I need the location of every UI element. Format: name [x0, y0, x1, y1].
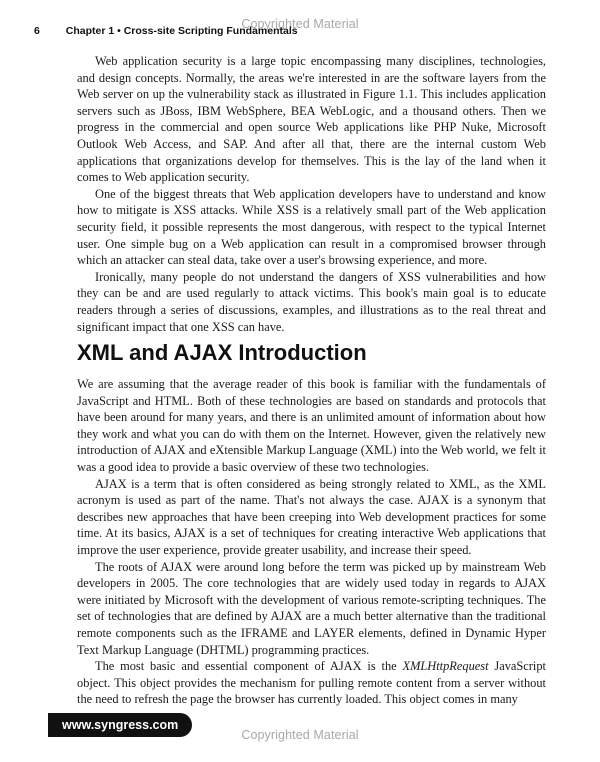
paragraph-text-end: JavaScript object. This object provides the mechanism for pulling remote content from a server without the need to refresh the page the browser has currently loaded. This object comes in many [77, 659, 546, 707]
paragraph-text-start: The most basic and essential component of AJAX is the [95, 659, 403, 674]
chapter-title: Chapter 1 • Cross-site Scripting Fundamentals [65, 25, 298, 37]
page-number: 6 [34, 25, 40, 37]
italic-term: XMLHttpRequest [402, 659, 489, 674]
watermark-top: Copyrighted Material [241, 17, 359, 31]
paragraph: The roots of AJAX were around long before the term was picked up by mainstream Web developers in 2005. The core technologies that are widely used today in regards to AJAX were initiated by Microsoft with the development of various remote-scripting techniques. The set of technologies that are defined by AJAX are a much better alternative than the traditional remote components such as the IFRAME and LAYER elements, defined in Dynamic Hyper Text Markup Language (DHTML) programming practices. [77, 559, 546, 657]
paragraph: One of the biggest threats that Web application developers have to understand and know how to mitigate is XSS attacks. While XSS is a relatively small part of the Web application security field, it possible represents the most dangerous, with respect to the typical Internet user. One simple bug on a Web application can result in a compromised browser through which an attacker can steal data, take over a user's browsing experience, and more. [77, 186, 546, 268]
website-badge: www.syngress.com [48, 713, 192, 737]
paragraph: Web application security is a large topic encompassing many disciplines, technologies, and design concepts. Normally, the areas we're interested in are the software layers from the Web server on up the vulnerability stack as illustrated in Figure 1.1. This includes application servers such as JBoss, IBM WebSphere, BEA WebLogic, and a thousand others. Then we progress in the commercial and open source Web applications like PHP Nuke, Microsoft Outlook Web Access, and SAP. And after all that, there are the internal custom Web applications that organizations develop for themselves. This is the lay of the land when it comes to Web application security. [77, 54, 546, 185]
section-heading: XML and AJAX Introduction [77, 340, 367, 365]
paragraph: AJAX is a term that is often considered as being strongly related to XML, as the XML acronym is used as part of the name. That's not always the case. AJAX is a synonym that describes new approaches that have been creeping into Web development practices for some time. At its basics, AJAX is a set of techniques for creating interactive Web applications that improve the user experience, provide greater usability, and increase their speed. [77, 476, 546, 557]
section-body [77, 376, 546, 708]
intro-text [77, 53, 546, 335]
paragraph [77, 658, 546, 708]
paragraph: We are assuming that the average reader of this book is familiar with the fundamentals of JavaScript and HTML. Both of these technologies are based on standards and protocols that have been around for many years, and there is an unlimited amount of information about how they work and what you can do with them on the Internet. However, given the relatively new introduction of AJAX and eXtensible Markup Language (XML) into the Web world, we felt it was a good idea to provide a basic overview of these two technologies. [77, 377, 546, 474]
watermark-bottom: Copyrighted Material [241, 728, 359, 742]
running-header [34, 25, 298, 37]
paragraph: Ironically, many people do not understand the dangers of XSS vulnerabilities and how they can be and are used regularly to attack victims. This book's main goal is to educate readers through a series of discussions, examples, and illustrations as to the real threat and significant impact that one XSS can have. [77, 269, 546, 334]
section-xml-ajax [77, 340, 546, 708]
